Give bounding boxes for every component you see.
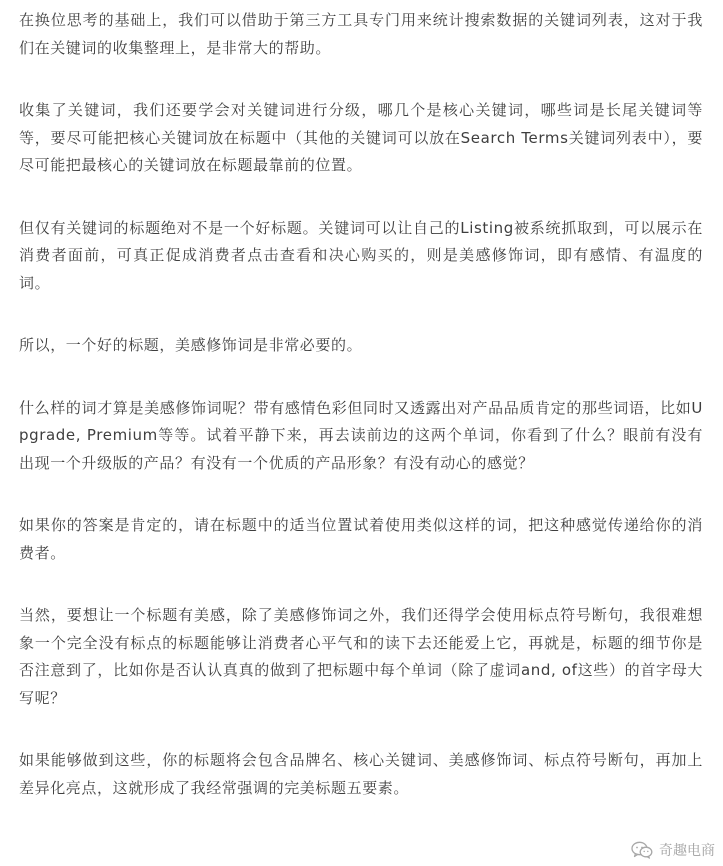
paragraph-6: 如果你的答案是肯定的，请在标题中的适当位置试着使用类似这样的词，把这种感觉传递给你的消费者。 <box>19 516 703 562</box>
watermark <box>631 840 715 860</box>
paragraph-5: 什么样的词才算是美感修饰词呢？带有感情色彩但同时又透露出对产品品质肯定的那些词语，比如Upgrade, Premium等等。试着平静下来，再去读前边的这两个单词，你看到了什么？眼前有没有出现一个升级版的产品？有没有一个优质的产品形象？有没有动心的感觉？ <box>19 398 703 472</box>
paragraph-7: 当然，要想让一个标题有美感，除了美感修饰词之外，我们还得学会使用标点符号断句，我很难想象一个完全没有标点的标题能够让消费者心平气和的读下去还能爱上它，再就是，标题的细节你是否注意到了，比如你是否认认真真的做到了把标题中每个单词（除了虚词and, of这些）的首字母大写呢？ <box>19 606 703 707</box>
paragraph-2: 收集了关键词，我们还要学会对关键词进行分级，哪几个是核心关键词，哪些词是长尾关键词等等，要尽可能把核心关键词放在标题中（其他的关键词可以放在Search Terms关键词列表中），要尽可能把最核心的关键词放在标题最靠前的位置。 <box>19 101 703 174</box>
paragraph-8: 如果能够做到这些，你的标题将会包含品牌名、核心关键词、美感修饰词、标点符号断句，再加上差异化亮点，这就形成了我经常强调的完美标题五要素。 <box>19 751 703 797</box>
paragraph-1: 在换位思考的基础上，我们可以借助于第三方工具专门用来统计搜索数据的关键词列表，这对于我们在关键词的收集整理上，是非常大的帮助。 <box>19 11 703 57</box>
paragraph-4: 所以，一个好的标题，美感修饰词是非常必要的。 <box>19 336 363 354</box>
watermark-text: 奇趣电商 <box>659 843 715 859</box>
article-body <box>19 7 703 837</box>
paragraph-3: 但仅有关键词的标题绝对不是一个好标题。关键词可以让自己的Listing被系统抓取到，可以展示在消费者面前，可真正促成消费者点击查看和决心购买的，则是美感修饰词，即有感情、有温度的词。 <box>19 218 703 292</box>
wechat-icon <box>631 841 653 859</box>
